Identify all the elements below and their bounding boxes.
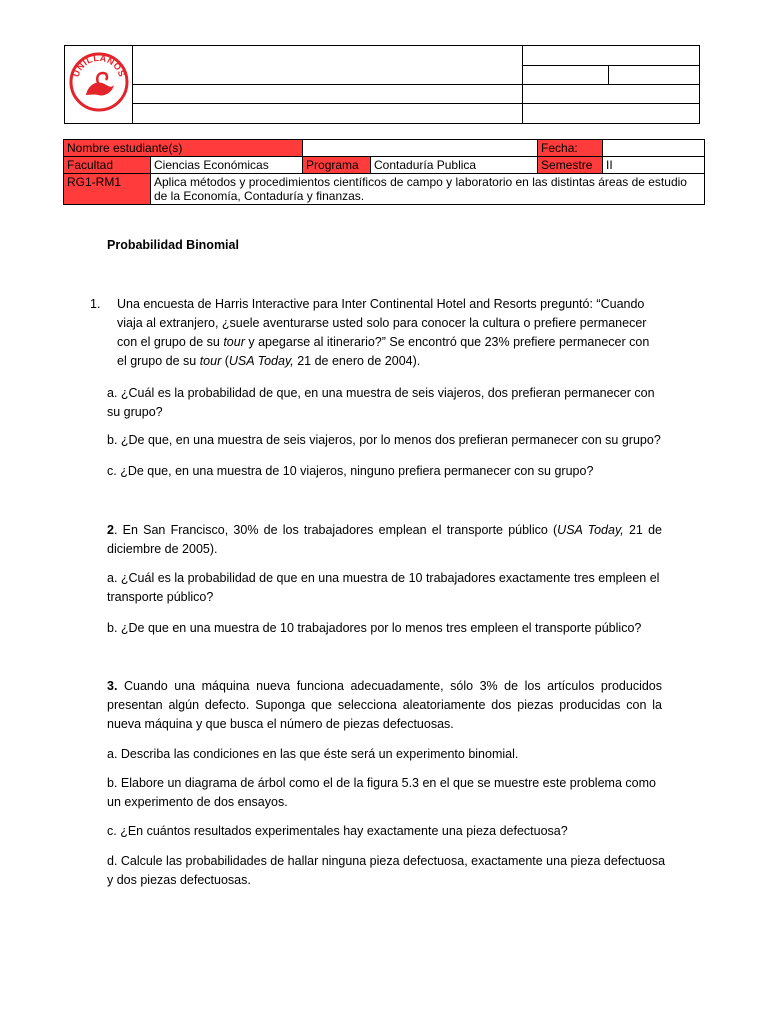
program-label: Programa — [303, 157, 371, 174]
header-blank-3 — [523, 66, 609, 85]
faculty-value: Ciencias Económicas — [151, 157, 303, 174]
q1-source: USA Today, — [228, 354, 294, 368]
document-title: Probabilidad Binomial — [107, 238, 239, 252]
q1-part-c: c. ¿De que, en una muestra de 10 viajeros, ninguno prefiera permanecer con su grupo? — [107, 464, 594, 478]
q1-text-c: ( — [221, 354, 229, 368]
q1-text-d: 21 de enero de 2004). — [293, 354, 421, 368]
logo-cell — [65, 46, 133, 124]
q2-part-a: a. ¿Cuál es la probabilidad de que en una muestra de 10 trabajadores exactamente tres empleen el transporte público? — [107, 571, 660, 604]
q3-text — [107, 677, 662, 734]
q1-number: 1. — [90, 297, 101, 311]
q2-text — [107, 521, 662, 559]
q3-part-d: d. Calcule las probabilidades de hallar ninguna pieza defectuosa, exactamente una pieza defectuosa y dos piezas defectuosas. — [107, 854, 666, 887]
q1-tour-2: tour — [199, 354, 222, 368]
q3-part-a: a. Describa las condiciones en las que éste será un experimento binomial. — [107, 747, 519, 761]
q1-text — [117, 295, 662, 371]
learning-outcome-label: RG1-RM1 — [64, 174, 151, 205]
date-label: Fecha: — [538, 140, 603, 157]
header-blank-6 — [523, 85, 700, 104]
program-value: Contaduría Publica — [371, 157, 538, 174]
q1-part-b: b. ¿De que, en una muestra de seis viajeros, por lo menos dos prefieran permanecer con su grupo? — [107, 433, 661, 447]
header-blank-2 — [523, 46, 700, 66]
student-name-value[interactable] — [303, 140, 538, 157]
header-blank-1 — [133, 46, 523, 85]
date-value[interactable] — [603, 140, 705, 157]
q2-text-a: . En San Francisco, 30% de los trabajadores emplean el transporte público ( — [113, 523, 558, 537]
q2-number: 2 — [107, 523, 114, 537]
q1-part-a: a. ¿Cuál es la probabilidad de que, en una muestra de seis viajeros, dos prefieran permanecer con su grupo? — [107, 386, 655, 419]
header-blank-4 — [609, 66, 700, 85]
q3-number: 3. — [107, 679, 118, 693]
student-name-label: Nombre estudiante(s) — [64, 140, 303, 157]
learning-outcome-value: Aplica métodos y procedimientos científicos de campo y laboratorio en las distintas áreas de estudio de la Economía, Contaduría y finanzas. — [151, 174, 705, 205]
header-blank-7 — [133, 104, 523, 124]
q2-source: USA Today, — [557, 523, 624, 537]
logo-text: UNILLANOS — [70, 52, 127, 79]
semester-label: Semestre — [538, 157, 603, 174]
faculty-label: Facultad — [64, 157, 151, 174]
q3-part-b: b. Elabore un diagrama de árbol como el de la figura 5.3 en el que se muestre este problema como un experimento de dos ensayos. — [107, 776, 656, 809]
q3-part-c: c. ¿En cuántos resultados experimentales hay exactamente una pieza defectuosa? — [107, 824, 568, 838]
q3-text-body: Cuando una máquina nueva funciona adecuadamente, sólo 3% de los artículos producidos presentan algún defecto. Suponga que selecciona aleatoriamente dos piezas producidas con la nueva máquina y que busca el número de piezas defectuosas. — [107, 679, 662, 731]
q2-part-b: b. ¿De que en una muestra de 10 trabajadores por lo menos tres empleen el transporte público? — [107, 621, 642, 635]
q1-text-b: y apegarse al itinerario?” Se encontró que 23% prefiere permanecer con el grupo de su — [117, 335, 650, 368]
q1-tour-1: tour — [223, 335, 245, 349]
info-table — [63, 139, 705, 205]
header-table — [64, 45, 700, 124]
header-blank-5 — [133, 85, 523, 104]
q2-text-b: 21 de diciembre de 2005). — [107, 523, 662, 556]
q1-text-a: Una encuesta de Harris Interactive para Inter Continental Hotel and Resorts preguntó: “Cuando viaja al extranjero, ¿suele aventurarse usted solo para conocer la cultura o prefiere permanecer con el grupo de su — [117, 297, 647, 349]
header-blank-8 — [523, 104, 700, 124]
university-logo — [68, 51, 130, 113]
semester-value: II — [603, 157, 705, 174]
